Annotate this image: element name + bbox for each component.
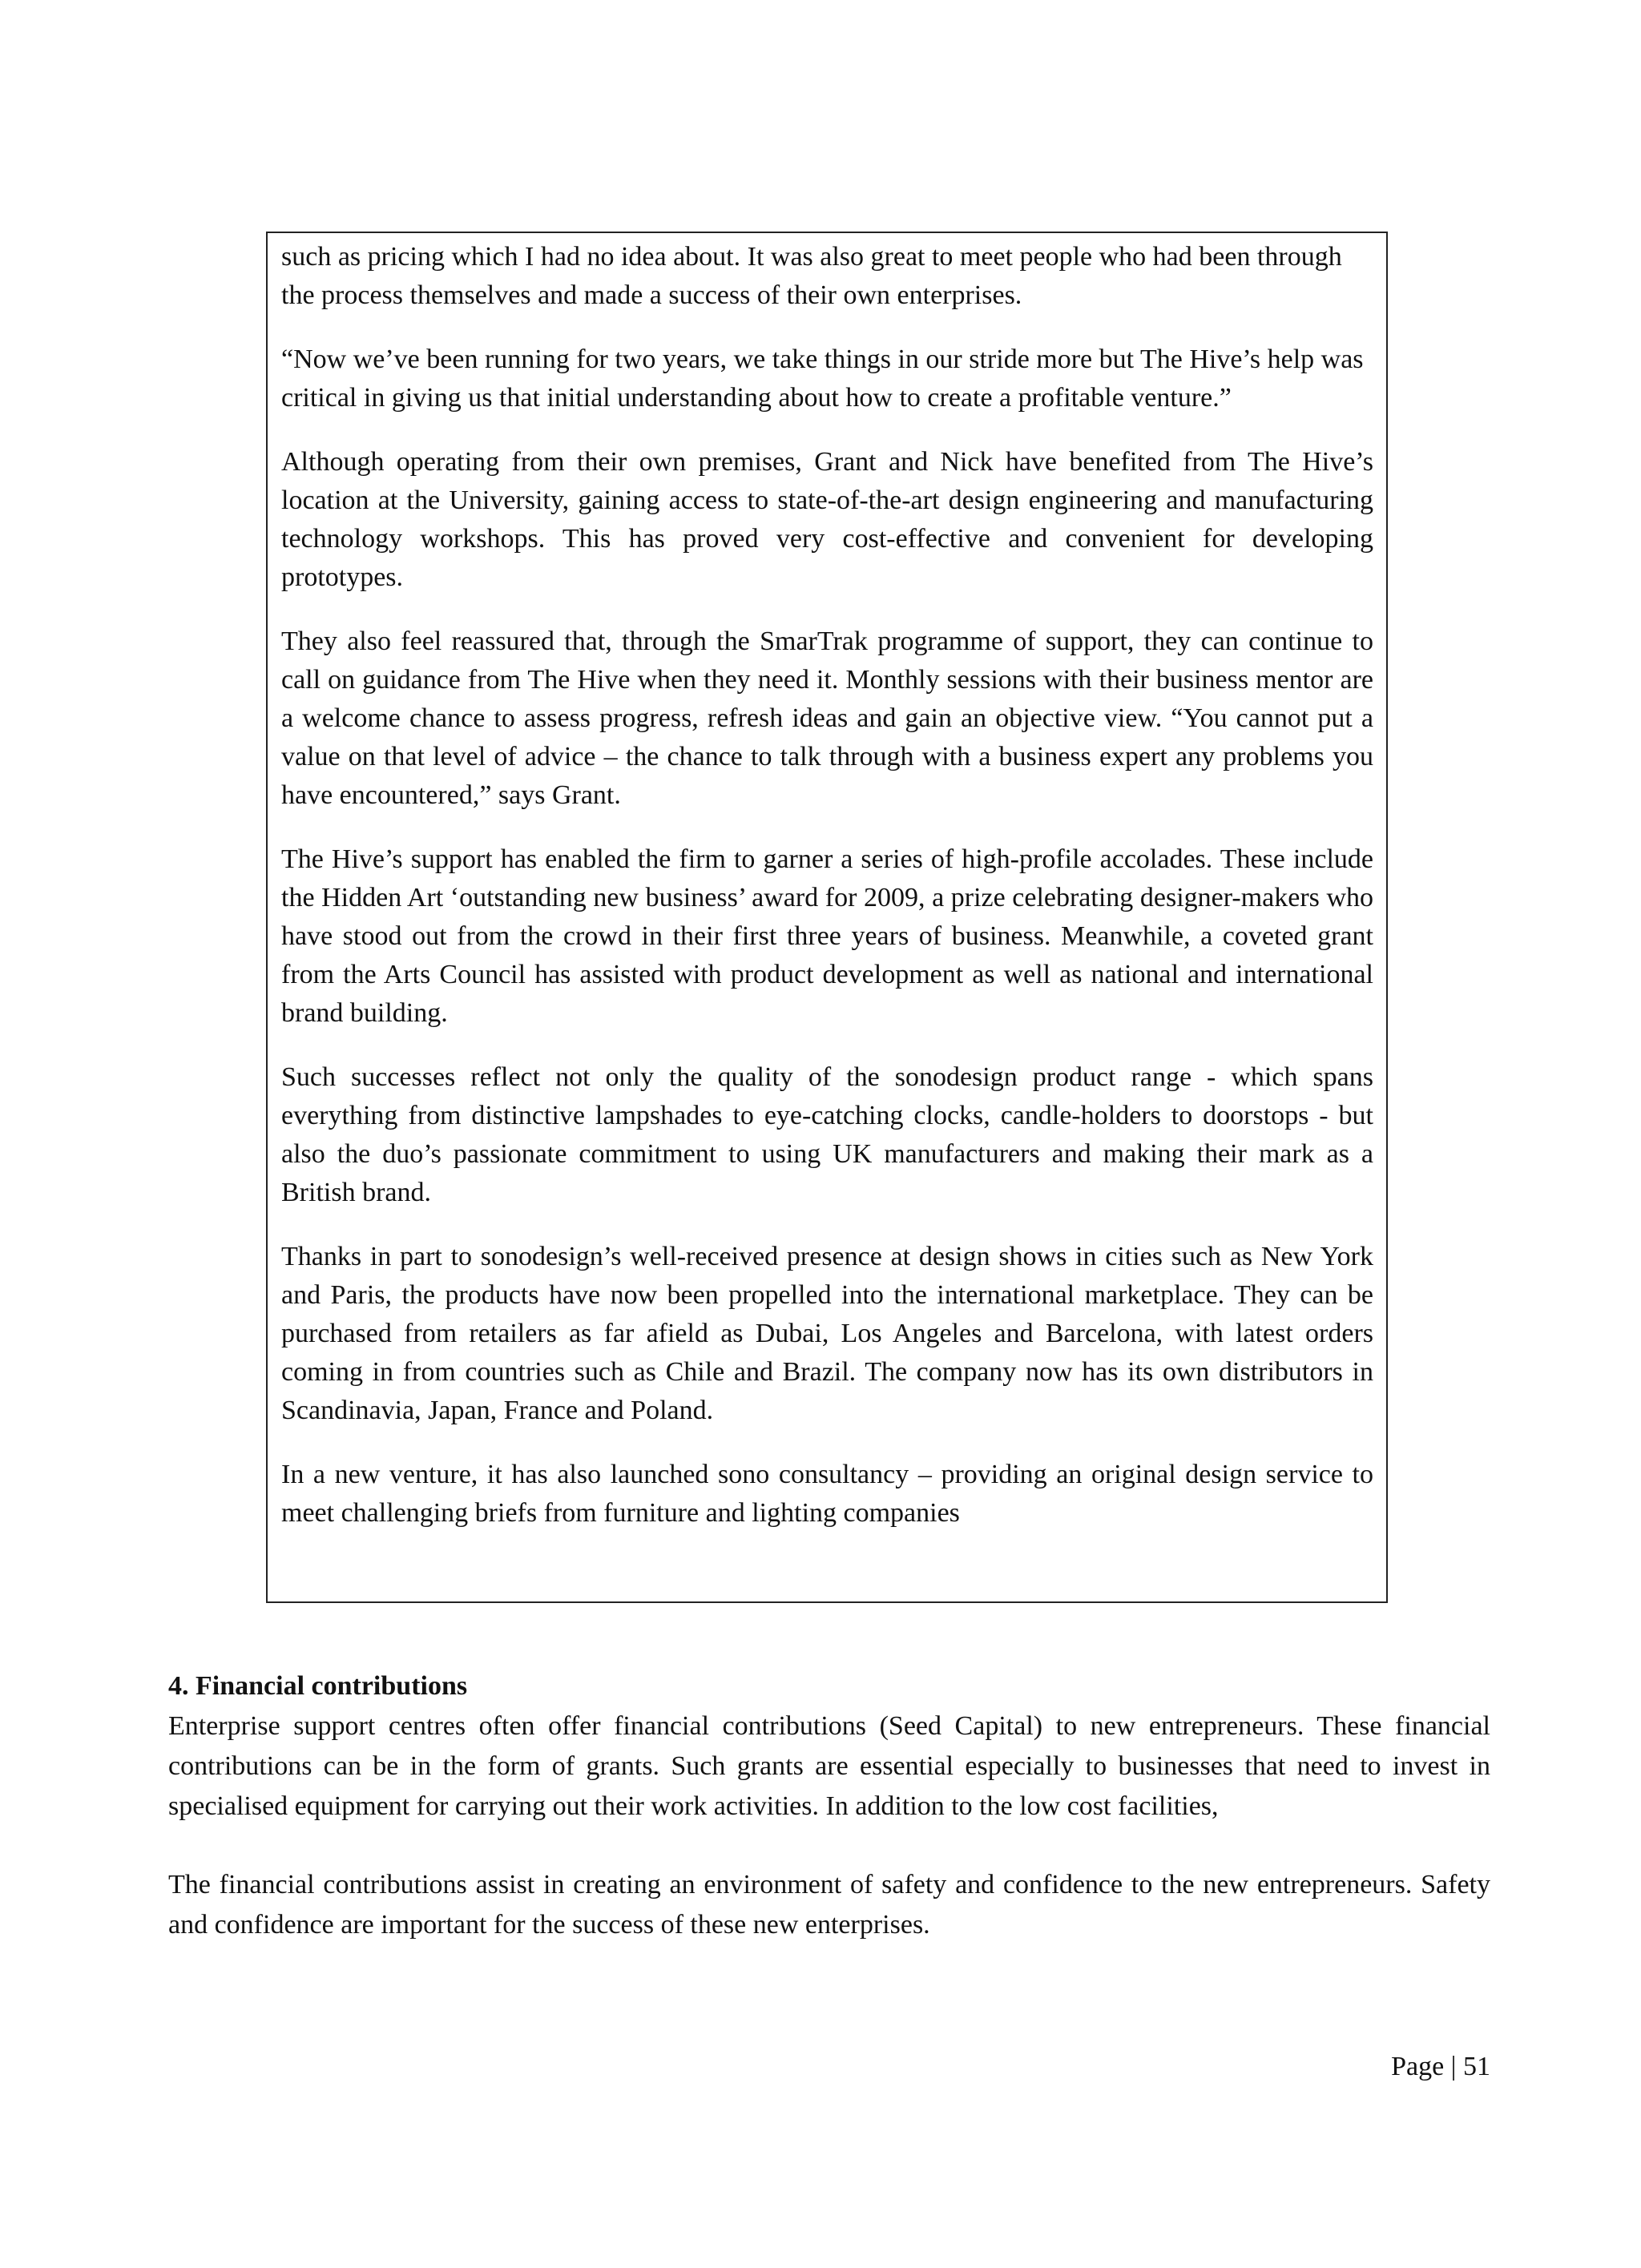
case-study-paragraph: Thanks in part to sonodesign’s well-received presence at design shows in cities such as New York and Paris, the products have now been propelled into the international marketplace. They can be purchased from retailers as far afield as Dubai, Los Angeles and Barcelona, with latest orders coming in from countries such as Chile and Brazil. The company now has its own distributors in Scandinavia, Japan, France and Poland. [281, 1242, 1373, 1425]
section-paragraph: Enterprise support centres often offer financial contributions (Seed Capital) to new entrepreneurs. These financial contributions can be in the form of grants. Such grants are essential especially to businesses that need to invest in specialised equipment for carrying out their work activities. In addition to the low cost facilities, [168, 1711, 1490, 1821]
case-study-paragraph: such as pricing which I had no idea about. It was also great to meet people who had been through the process themselves and made a success of their own enterprises. [281, 242, 1342, 310]
section-paragraph: The financial contributions assist in creating an environment of safety and confidence to the new entrepreneurs. Safety and confidence are important for the success of these new enterprises. [168, 1870, 1490, 1940]
case-study-paragraph: In a new venture, it has also launched sono consultancy – providing an original design service to meet challenging briefs from furniture and lighting companies [281, 1460, 1373, 1528]
case-study-box [266, 232, 1388, 1603]
section-heading: 4. Financial contributions [168, 1671, 468, 1701]
financial-contributions-section [168, 1666, 1490, 1945]
case-study-paragraph: They also feel reassured that, through the SmarTrak programme of support, they can continue to call on guidance from The Hive when they need it. Monthly sessions with their business mentor are a welcome chance to assess progress, refresh ideas and gain an objective view. “You cannot put a value on that level of advice – the chance to talk through with a business expert any problems you have encountered,” says Grant. [281, 626, 1373, 810]
page-number: Page | 51 [1391, 2052, 1490, 2081]
case-study-paragraph: Although operating from their own premises, Grant and Nick have benefited from The Hive’s location at the University, gaining access to state-of-the-art design engineering and manufacturing technology workshops. This has proved very cost-effective and convenient for developing prototypes. [281, 447, 1373, 592]
case-study-paragraph: The Hive’s support has enabled the firm to garner a series of high-profile accolades. These include the Hidden Art ‘outstanding new business’ award for 2009, a prize celebrating designer-makers who have stood out from the crowd in their first three years of business. Meanwhile, a coveted grant from the Arts Council has assisted with product development as well as national and international brand building. [281, 844, 1373, 1028]
case-study-paragraph: Such successes reflect not only the quality of the sonodesign product range - which spans everything from distinctive lampshades to eye-catching clocks, candle-holders to doorstops - but also the duo’s passionate commitment to using UK manufacturers and making their mark as a British brand. [281, 1062, 1373, 1207]
case-study-paragraph: “Now we’ve been running for two years, we take things in our stride more but The Hive’s help was critical in giving us that initial understanding about how to create a profitable venture.” [281, 344, 1364, 413]
